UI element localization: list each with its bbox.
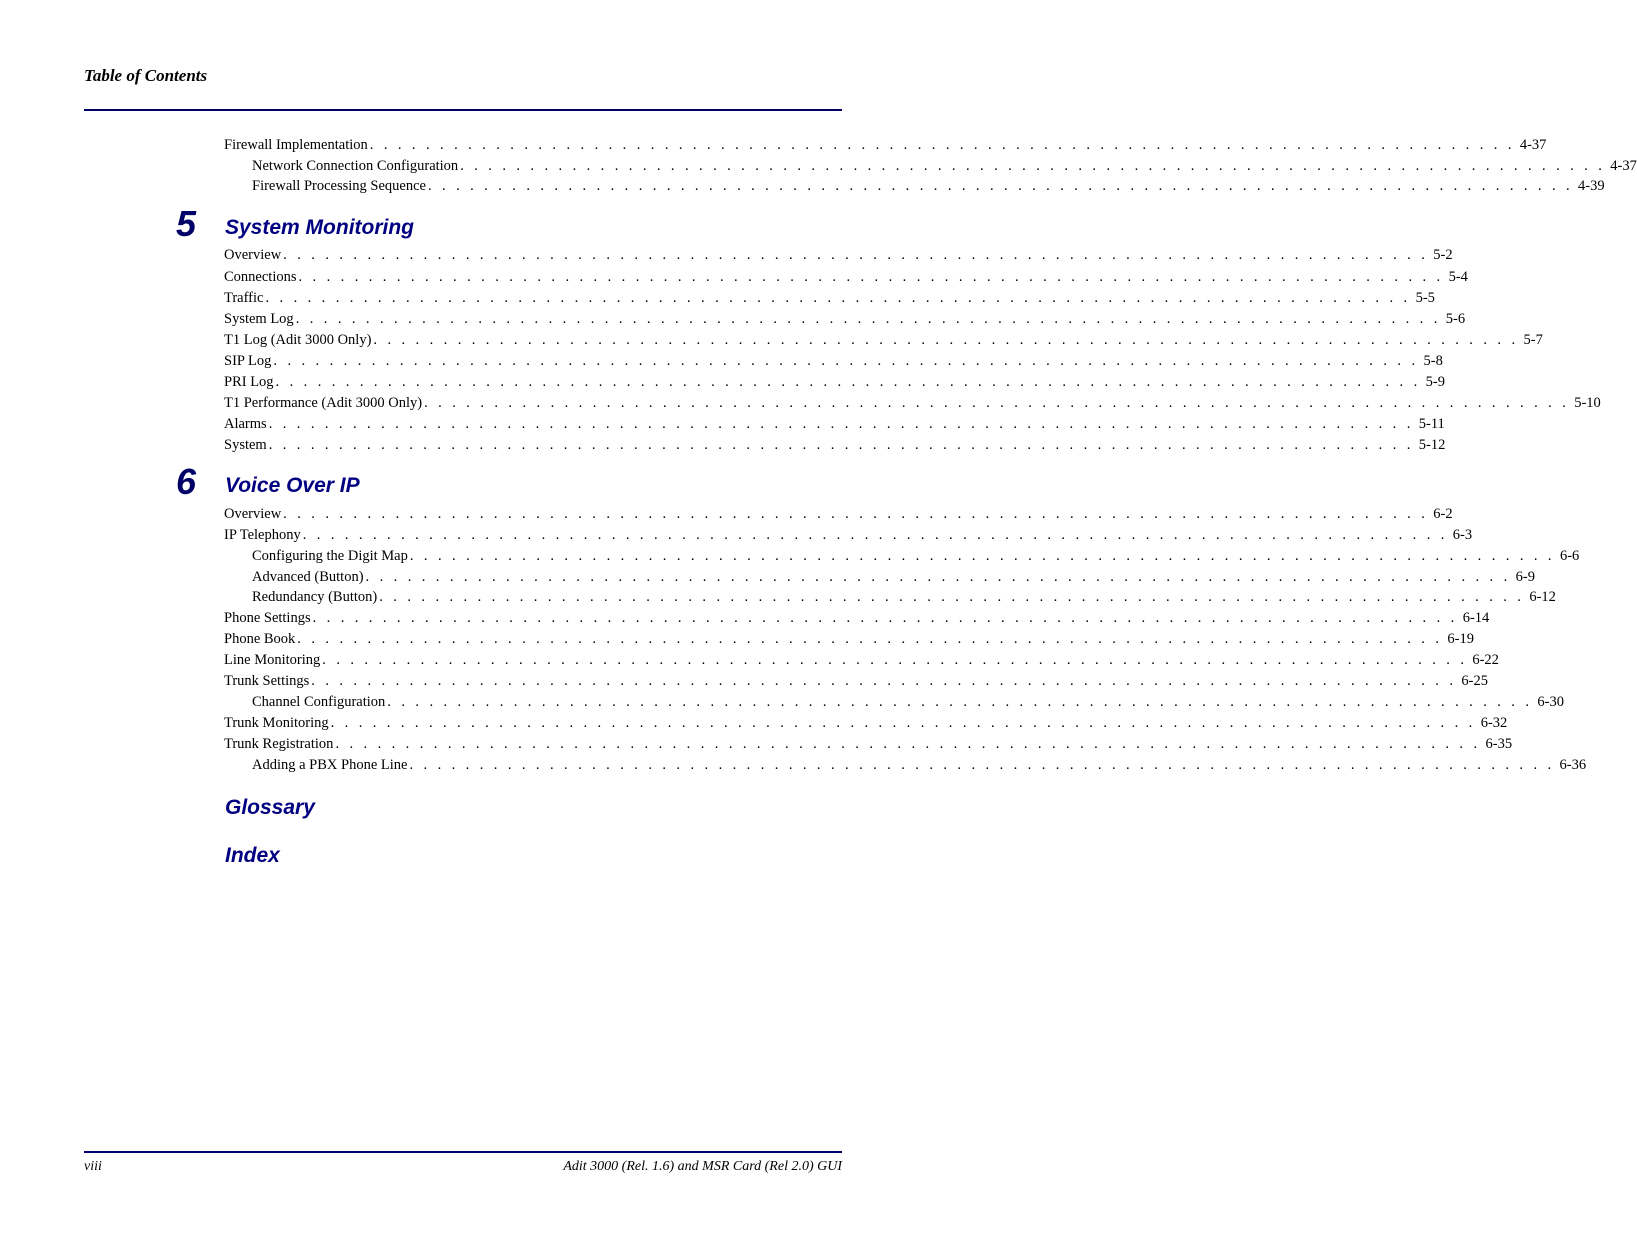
toc-entry-title: Advanced (Button) (252, 569, 364, 585)
toc-leader: . . . . . . . . . . . . . . . . . . . . . . . . . . . . . . . . . . . . . . . . . . . . . . . . . . . . . . . . . . . . . . . . . . . . . . . . . . . . . . . . . . (365, 569, 1511, 585)
toc-entry[interactable] (224, 416, 1445, 436)
toc-entry-page: 6-14 (1462, 610, 1490, 626)
toc-entry-page: 5-12 (1418, 437, 1446, 453)
toc-entry[interactable] (252, 589, 1556, 609)
toc-leader: . . . . . . . . . . . . . . . . . . . . . . . . . . . . . . . . . . . . . . . . . . . . . . . . . . . . . . . . . . . . . . . . . . . . . . . . . . . . . . . . . . (302, 527, 1448, 543)
toc-leader: . . . . . . . . . . . . . . . . . . . . . . . . . . . . . . . . . . . . . . . . . . . . . . . . . . . . . . . . . . . . . . . . . . . . . . . . . . . . . . . . . . (268, 437, 1414, 453)
running-header: Table of Contents (84, 66, 208, 85)
toc-entry-title: Configuring the Digit Map (252, 548, 408, 564)
toc-entry-page: 6-22 (1472, 652, 1499, 668)
toc-entry-page: 5-7 (1523, 332, 1543, 348)
toc-leader: . . . . . . . . . . . . . . . . . . . . . . . . . . . . . . . . . . . . . . . . . . . . . . . . . . . . . . . . . . . . . . . . . . . . . . . . . . . . . . . . . . (373, 332, 1519, 348)
toc-entry-title: Line Monitoring (224, 652, 321, 668)
toc-leader: . . . . . . . . . . . . . . . . . . . . . . . . . . . . . . . . . . . . . . . . . . . . . . . . . . . . . . . . . . . . . . . . . . . . . . . . . . . . . . . . . . (283, 247, 1429, 263)
toc-entry-title: System (224, 437, 267, 453)
toc-leader: . . . . . . . . . . . . . . . . . . . . . . . . . . . . . . . . . . . . . . . . . . . . . . . . . . . . . . . . . . . . . . . . . . . . . . . . . . . . . . . . . . (387, 694, 1533, 710)
toc-entry-title: Trunk Registration (224, 736, 334, 752)
toc-leader: . . . . . . . . . . . . . . . . . . . . . . . . . . . . . . . . . . . . . . . . . . . . . . . . . . . . . . . . . . . . . . . . . . . . . . . . . . . . . . . . . . (379, 589, 1525, 605)
toc-entry-page: 4-37 (1519, 137, 1547, 153)
toc-entry-title: Firewall Implementation (224, 137, 368, 153)
toc-entry-page: 6-6 (1559, 548, 1580, 564)
toc-entry[interactable] (224, 652, 1499, 672)
toc-entry[interactable] (224, 395, 1601, 415)
toc-leader: . . . . . . . . . . . . . . . . . . . . . . . . . . . . . . . . . . . . . . . . . . . . . . . . . . . . . . . . . . . . . . . . . . . . . . . . . . . . . . . . . . (268, 416, 1414, 432)
toc-entry[interactable] (224, 332, 1543, 352)
toc-entry-title: Overview (224, 247, 282, 263)
toc-entry-page: 6-36 (1559, 757, 1587, 773)
toc-leader: . . . . . . . . . . . . . . . . . . . . . . . . . . . . . . . . . . . . . . . . . . . . . . . . . . . . . . . . . . . . . . . . . . . . . . . . . . . . . . . . . . (330, 715, 1476, 731)
toc-entry-title: Trunk Settings (224, 673, 310, 689)
toc-entry-title: T1 Performance (Adit 3000 Only) (224, 395, 423, 411)
toc-entry-title: Network Connection Configuration (252, 158, 459, 174)
toc-entry-title: SIP Log (224, 353, 272, 369)
toc-entry-title: IP Telephony (224, 527, 301, 543)
toc-leader: . . . . . . . . . . . . . . . . . . . . . . . . . . . . . . . . . . . . . . . . . . . . . . . . . . . . . . . . . . . . . . . . . . . . . . . . . . . . . . . . . . (298, 269, 1444, 285)
toc-entry[interactable] (224, 269, 1468, 289)
toc-entry-page: 6-3 (1452, 527, 1473, 543)
toc-entry[interactable] (224, 437, 1446, 457)
toc-leader: . . . . . . . . . . . . . . . . . . . . . . . . . . . . . . . . . . . . . . . . . . . . . . . . . . . . . . . . . . . . . . . . . . . . . . . . . . . . . . . . . . (295, 311, 1441, 327)
toc-entry-page: 5-8 (1423, 353, 1443, 369)
chapter-number: 6 (176, 461, 197, 502)
toc-entry[interactable] (224, 610, 1490, 630)
toc-leader: . . . . . . . . . . . . . . . . . . . . . . . . . . . . . . . . . . . . . . . . . . . . . . . . . . . . . . . . . . . . . . . . . . . . . . . . . . . . . . . . . . (369, 137, 1515, 153)
toc-entry[interactable] (224, 736, 1513, 756)
toc-entry[interactable] (224, 290, 1435, 310)
toc-entry-title: Channel Configuration (252, 694, 386, 710)
toc-leader: . . . . . . . . . . . . . . . . . . . . . . . . . . . . . . . . . . . . . . . . . . . . . . . . . . . . . . . . . . . . . . . . . . . . . . . . . . . . . . . . . . (424, 395, 1570, 411)
toc-entry[interactable] (224, 715, 1508, 735)
toc-entry-page: 6-19 (1447, 631, 1474, 647)
toc-leader: . . . . . . . . . . . . . . . . . . . . . . . . . . . . . . . . . . . . . . . . . . . . . . . . . . . . . . . . . . . . . . . . . . . . . . . . . . . . . . . . . . (409, 757, 1555, 773)
toc-entry-page: 5-11 (1418, 416, 1445, 432)
toc-leader: . . . . . . . . . . . . . . . . . . . . . . . . . . . . . . . . . . . . . . . . . . . . . . . . . . . . . . . . . . . . . . . . . . . . . . . . . . . . . . . . . . (312, 610, 1458, 626)
toc-entry-title: Overview (224, 506, 282, 522)
footer-doc-title: Adit 3000 (Rel. 1.6) and MSR Card (Rel 2.0) GUI (563, 1159, 842, 1174)
toc-entry[interactable] (252, 569, 1535, 589)
toc-leader: . . . . . . . . . . . . . . . . . . . . . . . . . . . . . . . . . . . . . . . . . . . . . . . . . . . . . . . . . . . . . . . . . . . . . . . . . . . . . . . . . . (409, 548, 1555, 564)
toc-entry-page: 4-39 (1578, 178, 1605, 194)
toc-entry-title: Connections (224, 269, 297, 285)
toc-entry-page: 6-32 (1480, 715, 1508, 731)
toc-entry-page: 5-9 (1425, 374, 1445, 390)
toc-entry-title: Redundancy (Button) (252, 589, 378, 605)
toc-entry[interactable] (224, 506, 1453, 526)
toc-entry-title: System Log (224, 311, 294, 327)
toc-entry-page: 5-2 (1433, 247, 1453, 263)
toc-entry-page: 5-6 (1445, 311, 1466, 327)
chapter-title[interactable]: System Monitoring (225, 216, 415, 239)
chapter-number: 5 (176, 203, 197, 244)
toc-entry-title: Phone Book (224, 631, 296, 647)
toc-entry-title: Trunk Monitoring (224, 715, 329, 731)
toc-entry-title: Adding a PBX Phone Line (252, 757, 408, 773)
toc-entry-page: 6-9 (1515, 569, 1535, 585)
toc-entry-title: Alarms (224, 416, 267, 432)
toc-entry-page: 6-12 (1529, 589, 1556, 605)
toc-leader: . . . . . . . . . . . . . . . . . . . . . . . . . . . . . . . . . . . . . . . . . . . . . . . . . . . . . . . . . . . . . . . . . . . . . . . . . . . . . . . . . . (297, 631, 1443, 647)
toc-leader: . . . . . . . . . . . . . . . . . . . . . . . . . . . . . . . . . . . . . . . . . . . . . . . . . . . . . . . . . . . . . . . . . . . . . . . . . . . . . . . . . . (283, 506, 1429, 522)
toc-leader: . . . . . . . . . . . . . . . . . . . . . . . . . . . . . . . . . . . . . . . . . . . . . . . . . . . . . . . . . . . . . . . . . . . . . . . . . . . . . . . . . . (427, 178, 1574, 194)
toc-entry-page: 6-30 (1537, 694, 1564, 710)
toc-entry-title: Traffic (224, 290, 264, 306)
toc-entry[interactable] (224, 374, 1445, 394)
toc-leader: . . . . . . . . . . . . . . . . . . . . . . . . . . . . . . . . . . . . . . . . . . . . . . . . . . . . . . . . . . . . . . . . . . . . . . . . . . . . . . . . . . (273, 353, 1419, 369)
chapter-title[interactable]: Voice Over IP (225, 474, 360, 497)
toc-entry-title: Phone Settings (224, 610, 311, 626)
toc-leader: . . . . . . . . . . . . . . . . . . . . . . . . . . . . . . . . . . . . . . . . . . . . . . . . . . . . . . . . . . . . . . . . . . . . . . . . . . . . . . . . . . (460, 158, 1606, 174)
toc-entry-page: 6-2 (1433, 506, 1453, 522)
toc-entry-page: 6-35 (1485, 736, 1513, 752)
toc-entry[interactable] (224, 673, 1488, 693)
toc-entry[interactable] (252, 158, 1637, 178)
toc-entry-page: 5-10 (1574, 395, 1601, 411)
toc-leader: . . . . . . . . . . . . . . . . . . . . . . . . . . . . . . . . . . . . . . . . . . . . . . . . . . . . . . . . . . . . . . . . . . . . . . . . . . . . . . . . . . (265, 290, 1411, 306)
toc-entry[interactable] (224, 311, 1466, 331)
toc-entry-page: 6-25 (1461, 673, 1488, 689)
toc-entry[interactable] (224, 137, 1547, 157)
toc-entry[interactable] (224, 527, 1473, 547)
footer-rule (84, 1151, 842, 1153)
toc-entry-title: T1 Log (Adit 3000 Only) (224, 332, 372, 348)
toc-leader: . . . . . . . . . . . . . . . . . . . . . . . . . . . . . . . . . . . . . . . . . . . . . . . . . . . . . . . . . . . . . . . . . . . . . . . . . . . . . . . . . . (322, 652, 1468, 668)
toc-entry-page: 4-37 (1610, 158, 1637, 174)
toc-leader: . . . . . . . . . . . . . . . . . . . . . . . . . . . . . . . . . . . . . . . . . . . . . . . . . . . . . . . . . . . . . . . . . . . . . . . . . . . . . . . . . . (311, 673, 1457, 689)
toc-entry[interactable] (224, 247, 1453, 267)
toc-entry[interactable] (252, 178, 1605, 198)
toc-entry-title: Firewall Processing Sequence (252, 178, 426, 194)
index-heading[interactable]: Index (225, 844, 280, 867)
toc-leader: . . . . . . . . . . . . . . . . . . . . . . . . . . . . . . . . . . . . . . . . . . . . . . . . . . . . . . . . . . . . . . . . . . . . . . . . . . . . . . . . . . (335, 736, 1481, 752)
page-number: viii (84, 1159, 102, 1174)
toc-leader: . . . . . . . . . . . . . . . . . . . . . . . . . . . . . . . . . . . . . . . . . . . . . . . . . . . . . . . . . . . . . . . . . . . . . . . . . . . . . . . . . . (275, 374, 1421, 390)
toc-entry-page: 5-4 (1448, 269, 1468, 285)
glossary-heading[interactable]: Glossary (225, 796, 315, 819)
toc-entry-title: PRI Log (224, 374, 274, 390)
toc-entry-page: 5-5 (1415, 290, 1435, 306)
toc-entry[interactable] (252, 757, 1587, 777)
header-rule (84, 109, 842, 111)
toc-entry[interactable] (224, 631, 1474, 651)
toc-entry[interactable] (224, 353, 1443, 373)
toc-entry[interactable] (252, 694, 1564, 714)
toc-entry[interactable] (252, 548, 1580, 568)
